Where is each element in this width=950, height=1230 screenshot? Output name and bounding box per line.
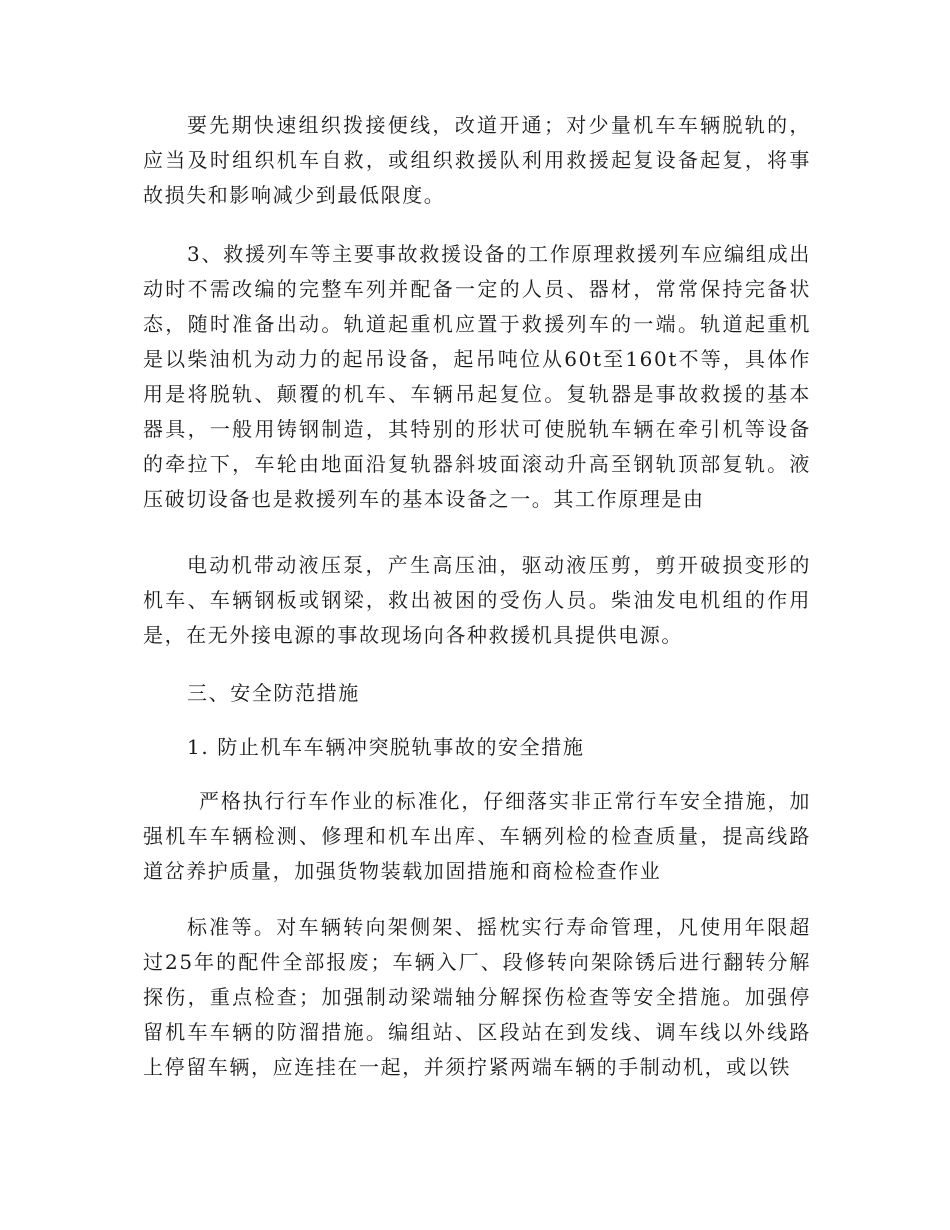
paragraph-anti-slip-measures: 标准等。对车辆转向架侧架、摇枕实行寿命管理，凡使用年限超过25年的配件全部报废；车辆入厂、段修转向架除锈后进行翻转分解探伤，重点检查；加强制动梁端轴分解探伤检查等安全措施。加强停留机车车辆的防溜措施。编组站、区段站在到发线、调车线以外线路上停留车辆，应连挂在一起，并须拧紧两端车辆的手制动机，或以铁 [143, 915, 811, 1079]
paragraph-standardization: 严格执行行车作业的标准化，仔细落实非正常行车安全措施，加强机车车辆检测、修理和机车出库、车辆列检的检查质量，提高线路道岔养护质量，加强货物装载加固措施和商检检查作业 [143, 789, 811, 883]
paragraph-hydraulic-equipment: 电动机带动液压泵，产生高压油，驱动液压剪，剪开破损变形的机车、车辆钢板或钢梁，救出被困的受伤人员。柴油发电机组的作用是，在无外接电源的事故现场向各种救援机具提供电源。 [143, 553, 811, 647]
paragraph-rescue-procedure: 要先期快速组织拨接便线，改道开通；对少量机车车辆脱轨的，应当及时组织机车自救，或组织救援队利用救援起复设备起复，将事故损失和影响减少到最低限度。 [143, 113, 811, 207]
subsection-heading-derailment-prevention: 1. 防止机车车辆冲突脱轨事故的安全措施 [187, 735, 585, 759]
paragraph-rescue-equipment: 3、救援列车等主要事故救援设备的工作原理救援列车应编组成出动时不需改编的完整车列并配备一定的人员、器材，常常保持完备状态，随时准备出动。轨道起重机应置于救援列车的一端。轨道起重机是以柴油机为动力的起吊设备，起吊吨位从60t至160t不等，具体作用是将脱轨、颠覆的机车、车辆吊起复位。复轨器是事故救援的基本器具，一般用铸钢制造，其特别的形状可使脱轨车辆在牵引机等设备的牵拉下，车轮由地面沿复轨器斜坡面滚动升高至钢轨顶部复轨。液压破切设备也是救援列车的基本设备之一。其工作原理是由 [143, 242, 811, 511]
section-heading-safety-measures: 三、安全防范措施 [187, 681, 360, 705]
